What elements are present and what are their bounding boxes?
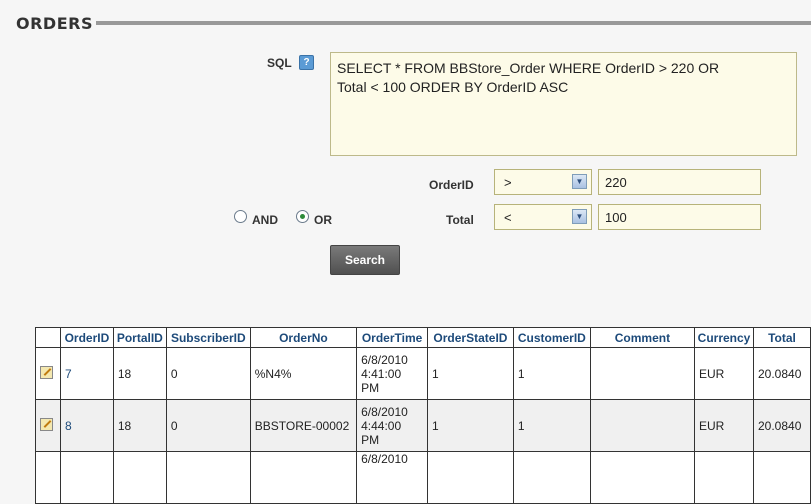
orderstateid-cell [428,452,514,504]
orderid-operator-value: > [504,175,512,190]
ordertime-cell [357,452,428,504]
ordertime-date: 6/8/2010 [361,452,408,466]
orderid-filter-label: OrderID [429,178,474,192]
edit-cell [36,348,61,400]
help-icon[interactable]: ? [299,55,314,70]
orderid-cell[interactable]: 8 [60,400,113,452]
ordertime-ampm: PM [361,432,380,447]
subscriberid-cell: 0 [166,400,250,452]
chevron-down-icon[interactable]: ▼ [572,174,587,189]
sql-query-line: SELECT * FROM BBStore_Order WHERE OrderID > 220 OR [337,60,720,76]
portalid-cell: 18 [113,400,166,452]
column-header-subscriberid[interactable]: SubscriberID [166,328,250,348]
sql-query-line: Total < 100 ORDER BY OrderID ASC [337,79,569,95]
column-header-customerid[interactable]: CustomerID [513,328,590,348]
total-operator-select[interactable] [494,204,592,230]
comment-cell [590,348,694,400]
edit-icon[interactable] [40,366,53,379]
customerid-cell [513,452,590,504]
subscriberid-cell: 0 [166,348,250,400]
orderstateid-cell: 1 [428,348,514,400]
orderno-cell: BBSTORE-00002 [250,400,356,452]
column-header-orderid[interactable]: OrderID [60,328,113,348]
ordertime-time: 4:44:00 [361,418,402,433]
sql-query-textarea[interactable] [330,52,797,156]
comment-cell [590,452,694,504]
title-divider [96,21,811,25]
orders-table [35,327,811,504]
ordertime-time: 4:41:00 [361,366,402,381]
ordertime-date: 6/8/2010 [361,404,408,419]
column-header-orderstateid[interactable]: OrderStateID [428,328,514,348]
orderid-cell[interactable]: 7 [60,348,113,400]
ordertime-date: 6/8/2010 [361,352,408,367]
and-radio[interactable] [234,210,247,223]
or-radio[interactable] [296,210,309,223]
table-row [36,400,811,452]
column-header-ordertime[interactable]: OrderTime [357,328,428,348]
subscriberid-cell [166,452,250,504]
total-cell: 20.0840 [753,400,810,452]
chevron-down-icon[interactable]: ▼ [572,209,587,224]
orderno-cell: %N4% [250,348,356,400]
edit-icon[interactable] [40,418,53,431]
column-header-orderno[interactable]: OrderNo [250,328,356,348]
orderno-cell [250,452,356,504]
orderstateid-cell: 1 [428,400,514,452]
search-button[interactable]: Search [330,245,400,275]
column-header-comment[interactable]: Comment [590,328,694,348]
currency-cell: EUR [695,400,754,452]
column-header-currency[interactable]: Currency [695,328,754,348]
and-radio-label: AND [252,213,278,227]
currency-cell [695,452,754,504]
total-value-input[interactable]: 100 [598,204,761,230]
table-header-row [36,328,811,348]
orderid-cell[interactable] [60,452,113,504]
ordertime-cell [357,348,428,400]
portalid-cell [113,452,166,504]
column-header-portalid[interactable]: PortalID [113,328,166,348]
total-filter-label: Total [446,213,474,227]
customerid-cell: 1 [513,400,590,452]
currency-cell: EUR [695,348,754,400]
table-row [36,452,811,504]
table-row [36,348,811,400]
sql-label: SQL [267,56,292,70]
customerid-cell: 1 [513,348,590,400]
orderid-value-input[interactable]: 220 [598,169,761,195]
page-title: ORDERS [16,14,93,33]
ordertime-ampm: PM [361,380,380,395]
edit-cell [36,400,61,452]
total-operator-value: < [504,210,512,225]
total-cell [753,452,810,504]
comment-cell [590,400,694,452]
orderid-operator-select[interactable] [494,169,592,195]
ordertime-cell [357,400,428,452]
or-radio-label: OR [314,213,332,227]
edit-column-header [36,328,61,348]
column-header-total[interactable]: Total [753,328,810,348]
total-cell: 20.0840 [753,348,810,400]
portalid-cell: 18 [113,348,166,400]
edit-cell [36,452,61,504]
